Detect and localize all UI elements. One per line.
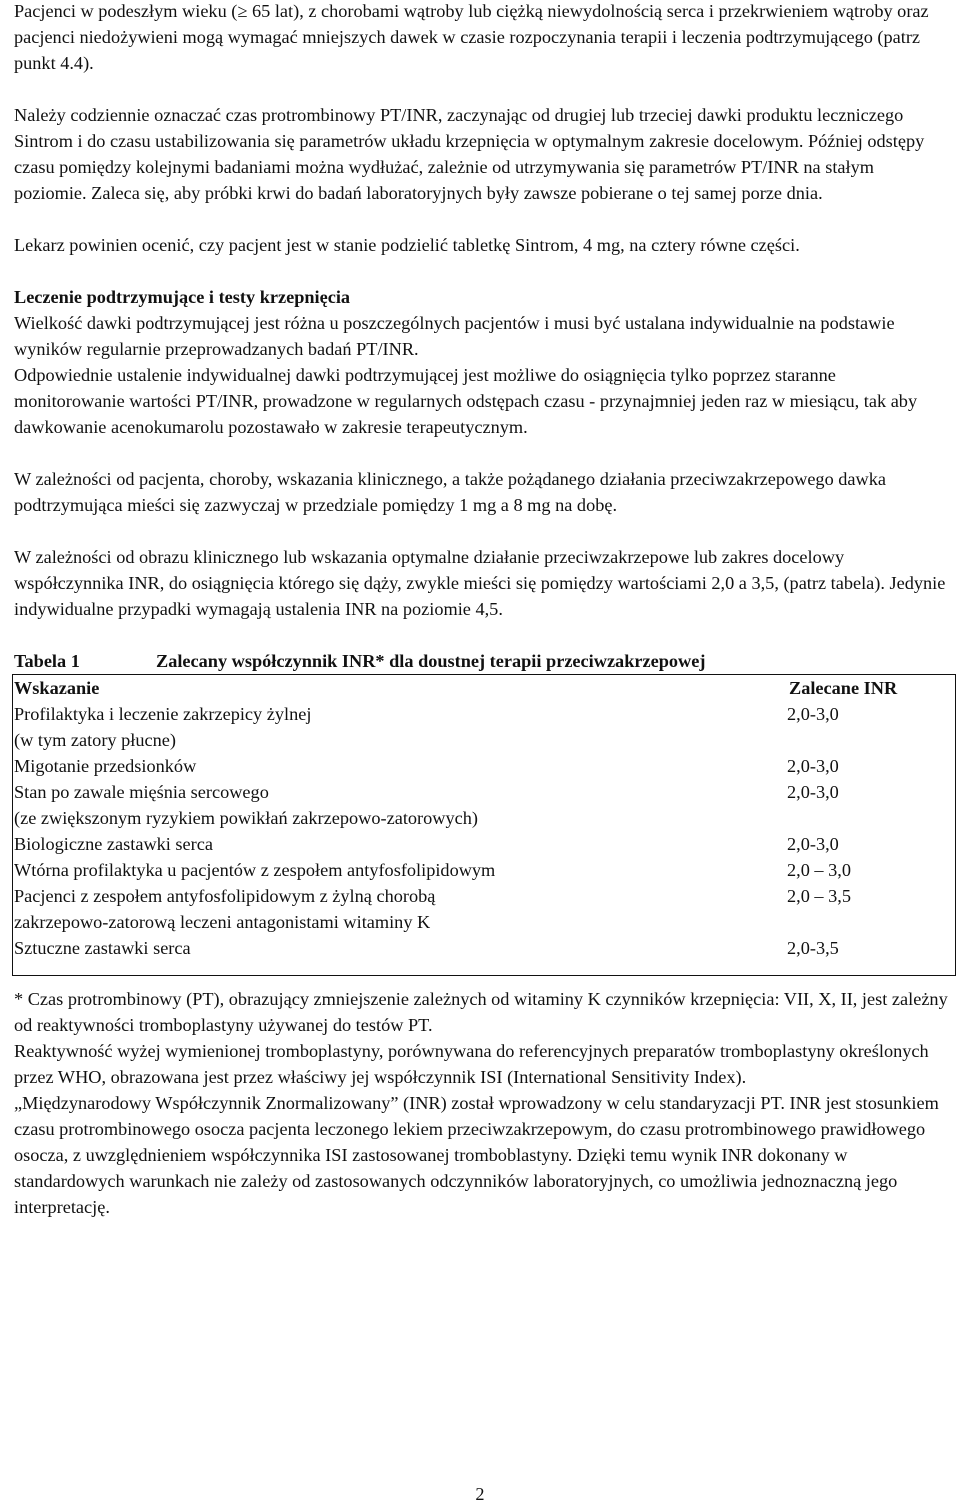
table-title: Zalecany współczynnik INR* dla doustnej terapii przeciwzakrzepowej (156, 651, 706, 671)
row-indication: Pacjenci z zespołem antyfosfolipidowym z żylną chorobą (14, 886, 436, 906)
paragraph-dose-range: W zależności od pacjenta, choroby, wskazania klinicznego, a także pożądanego działania przeciwzakrzepowego dawka podtrzymująca mieści się zazwyczaj w przedziale pomiędzy 1 mg a 8 mg na dobę. (14, 469, 886, 515)
row-inr: 2,0 – 3,0 (787, 860, 851, 880)
row-inr: 2,0-3,0 (787, 704, 839, 724)
row-indication: Migotanie przedsionków (14, 756, 197, 776)
footnote-inr: „Międzynarodowy Współczynnik Znormalizowany” (INR) został wprowadzony w celu standaryzacji PT. INR jest stosunkiem czasu protrombinowego osocza pacjenta leczonego lekiem przeciwzakrzepowym, do czasu protrombinowego prawidłowego osocza, z uwzględnieniem współczynnika ISI zastosowanej tromboblastyny. Dzięki temu wynik INR dokonany w standardowych warunkach nie zależy od zastosowanych odczynników laboratoryjnych, co umożliwia jednoznaczną jego interpretację. (14, 1093, 939, 1217)
row-inr: 2,0-3,0 (787, 756, 839, 776)
row-indication: Sztuczne zastawki serca (14, 938, 191, 958)
row-indication: (w tym zatory płucne) (14, 730, 176, 750)
paragraph-text: Pacjenci w podeszłym wieku ( (14, 1, 238, 21)
table-row (13, 753, 955, 779)
paragraph-tablet-division: Lekarz powinien ocenić, czy pacjent jest w stanie podzielić tabletkę Sintrom, 4 mg, na cztery równe części. (14, 235, 800, 255)
paragraph-text: 65 lat), z chorobami wątroby lub ciężką niewydolnością serca i przekrwieniem wątroby oraz pacjenci niedożywieni mogą wymagać mniejszych dawek w czasie rozpoczynania terapii i leczenia podtrzymującego (patrz punkt 4.4). (14, 1, 929, 73)
greater-equal-symbol: ≥ (237, 1, 248, 21)
page-number: 2 (475, 1484, 485, 1504)
row-indication: Stan po zawale mięśnia sercowego (14, 782, 269, 802)
paragraph-pt-inr-monitoring: Należy codziennie oznaczać czas protrombinowy PT/INR, zaczynając od drugiej lub trzeciej dawki produktu leczniczego Sintrom i do czasu ustabilizowania się parametrów układu krzepnięcia w optymalnym zakresie docelowym. Później odstępy czasu pomiędzy kolejnymi badaniami można wydłużać, zależnie od utrzymywania się parametrów PT/INR na stałym poziomie. Zaleca się, aby próbki krwi do badań laboratoryjnych były zawsze pobierane o tej samej porze dnia. (14, 105, 925, 203)
row-indication: zakrzepowo-zatorową leczeni antagonistami witaminy K (14, 912, 431, 932)
table-row (13, 805, 955, 831)
paragraph-maintenance-dose: Wielkość dawki podtrzymującej jest różna u poszczególnych pacjentów i musi być ustalana indywidualnie na podstawie wyników regularnie przeprowadzanych badań PT/INR. (14, 313, 895, 359)
table-row (13, 701, 955, 727)
footnote-pt: * Czas protrombinowy (PT), obrazujący zmniejszenie zależnych od witaminy K czynników krzepnięcia: VII, X, II, jest zależny od reaktywności tromboplastyny używanej do testów PT. (14, 989, 948, 1035)
header-indication: Wskazanie (14, 678, 100, 698)
inr-table (12, 674, 956, 976)
paragraph-inr-target: W zależności od obrazu klinicznego lub wskazania optymalne działanie przeciwzakrzepowe lub zakres docelowy współczynnika INR, do osiągnięcia którego się dąży, zwykle mieści się pomiędzy wartościami 2,0 a 3,5, (patrz tabela). Jedynie indywidualne przypadki wymagają ustalenia INR na poziomie 4,5. (14, 547, 946, 619)
table-row (13, 883, 955, 909)
table-row (13, 857, 955, 883)
footnote-isi: Reaktywność wyżej wymienionej tromboplastyny, porównywana do referencyjnych preparatów tromboplastyny określonych przez WHO, obrazowana jest przez właściwy jej współczynnik ISI (International Sensitivity Index). (14, 1041, 929, 1087)
table-label: Tabela 1 (14, 651, 80, 671)
row-inr: 2,0-3,0 (787, 782, 839, 802)
row-inr: 2,0-3,5 (787, 938, 839, 958)
footnotes (14, 986, 950, 1220)
paragraph-individual-dose: Odpowiednie ustalenie indywidualnej dawki podtrzymującej jest możliwe do osiągnięcia tylko poprzez staranne monitorowanie wartości PT/INR, prowadzone w regularnych odstępach czasu - przynajmniej jeden raz w miesiącu, tak aby dawkowanie acenokumarolu pozostawało w zakresie terapeutycznym. (14, 365, 918, 437)
table-row (13, 779, 955, 805)
row-indication: Biologiczne zastawki serca (14, 834, 213, 854)
paragraph-elderly-patients (14, 0, 950, 76)
table-row (13, 935, 955, 961)
row-indication: Wtórna profilaktyka u pacjentów z zespołem antyfosfolipidowym (14, 860, 496, 880)
row-inr: 2,0 – 3,5 (787, 886, 851, 906)
row-indication: (ze zwiększonym ryzykiem powikłań zakrzepowo-zatorowych) (14, 808, 478, 828)
row-inr: 2,0-3,0 (787, 834, 839, 854)
header-inr: Zalecane INR (789, 678, 898, 698)
table-caption (14, 648, 950, 674)
table-header-row (13, 675, 955, 701)
row-indication: Profilaktyka i leczenie zakrzepicy żylnej (14, 704, 312, 724)
table-row (13, 727, 955, 753)
section-heading-maintenance: Leczenie podtrzymujące i testy krzepnięcia (14, 287, 351, 307)
table-row (13, 831, 955, 857)
document-page (14, 0, 950, 1220)
table-row (13, 909, 955, 935)
